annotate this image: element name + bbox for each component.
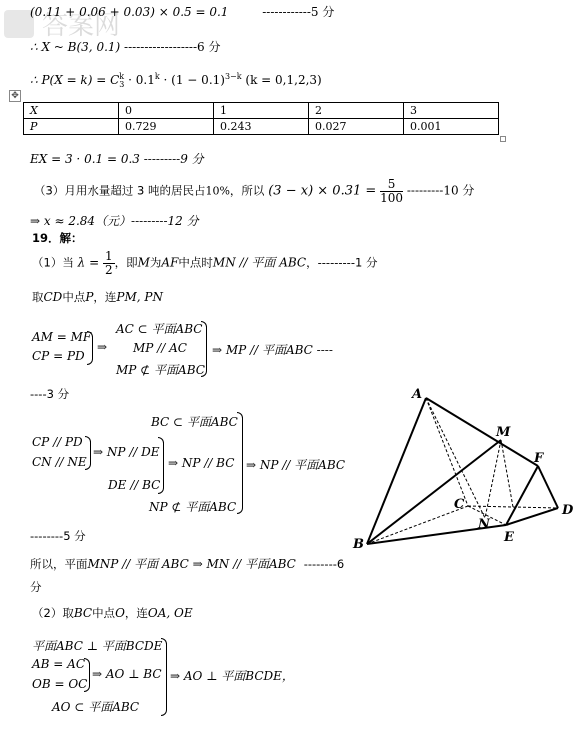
point-o: O [115, 606, 125, 620]
np-parallel-de: ⇒ NP // DE [93, 445, 160, 459]
label-b: B [353, 537, 364, 552]
brace [85, 436, 91, 470]
part3-pct: 10% [205, 184, 230, 198]
segment-bc: BC [73, 606, 93, 620]
eq-de-bc: DE // BC [108, 478, 161, 492]
question-19-heading: 19．解： [32, 231, 83, 245]
table-cell: 1 [214, 103, 309, 119]
eq-mp-ac: MP // AC [133, 341, 187, 355]
eq-cn-ne: CN // NE [32, 455, 87, 469]
label-n: N [478, 517, 490, 532]
ao-perp-plane-result: ⇒ AO ⊥ 平面BCDE， [170, 669, 294, 683]
eq-am-mf: AM = MF [32, 330, 92, 344]
table-cell: 0.027 [309, 119, 404, 135]
take-p-line [32, 289, 163, 305]
pmf-sub: 3 [119, 79, 125, 89]
point-m: M [137, 255, 150, 270]
edge-bc [367, 506, 468, 544]
prob-sum-expr: (0.11 + 0.06 + 0.03) × 0.5 = 0.1 [30, 5, 229, 19]
fraction-den: 100 [380, 190, 403, 205]
fraction-num: 5 [380, 178, 403, 192]
table-cell: 0 [119, 103, 214, 119]
table-cell: X [24, 103, 119, 119]
so-expr: MNP // 平面 ABC ⇒ MN // 平面ABC [87, 557, 296, 571]
pmf-sup: k [119, 71, 125, 81]
line-binomial [30, 38, 220, 55]
lambda-expr: λ = [77, 255, 100, 270]
expectation-line: EX = 3 · 0.1 = 0.3 ---------9 分 [30, 152, 204, 166]
pmf-expr: ∴ P(X = k) = C [30, 73, 120, 87]
svg-text:答案网: 答案网 [42, 11, 121, 41]
table-cell: P [24, 119, 119, 135]
mp-parallel-result: ⇒ MP // 平面ABC ---- [212, 343, 333, 357]
brace [201, 321, 207, 377]
implies-arrow: ⇒ [97, 340, 108, 354]
eq-ob-oc: OB = OC [32, 677, 88, 691]
brace [161, 638, 167, 716]
q19-text: 中点时 [178, 255, 213, 270]
score-5: ------------5 分 [262, 5, 335, 19]
pmf-sup2: k [154, 72, 160, 81]
table-cell: 3 [404, 103, 499, 119]
pmf-rest2: · (1 − 0.1) [159, 73, 225, 87]
label-c: C [454, 497, 465, 512]
line-prob-sum [30, 3, 334, 20]
eq-cp-pd: CP = PD [32, 349, 85, 363]
label-f: F [534, 451, 544, 466]
score-3: ----3 分 [30, 387, 70, 401]
part3-fraction [380, 178, 403, 204]
q19-text: （1）当 [32, 255, 74, 270]
part3-line [34, 178, 474, 204]
eq-ac-in-abc: AC ⊂ 平面ABC [116, 322, 203, 336]
label-e: E [504, 530, 514, 545]
score-6b: --------6 [303, 557, 345, 571]
pyramid-figure [340, 380, 579, 560]
part3-expr: (3 − x) × 0.31 = [268, 183, 377, 199]
brace [158, 437, 164, 494]
score-1: ，---------1 分 [306, 255, 378, 270]
eq-ab-ac: AB = AC [32, 657, 86, 671]
segment-af: AF [161, 255, 179, 270]
table-cell: 2 [309, 103, 404, 119]
x-result-line: ⇒ x ≈ 2.84（元）---------12 分 [30, 214, 199, 228]
edge-ac [426, 398, 468, 506]
distribution-table [23, 102, 499, 135]
q2-text: ，连 [124, 606, 148, 620]
fraction-num: 1 [104, 249, 113, 263]
pmf-tail: (k = 0,1,2,3) [241, 73, 322, 87]
np-parallel-result: ⇒ NP // 平面ABC [246, 458, 346, 472]
lambda-fraction [103, 250, 115, 276]
segments-pm-pn: PM, PN [116, 290, 163, 304]
eq-np-notin-abc: NP ⊄ 平面ABC [149, 500, 237, 514]
ao-perp-bc: ⇒ AO ⊥ BC [92, 667, 162, 681]
q19-part2-line [32, 605, 193, 621]
q19-text: ，即 [114, 255, 138, 270]
score-5b: --------5 分 [30, 529, 86, 543]
take-text: 中点 [62, 290, 86, 304]
mn-parallel: MN // 平面 ABC [212, 255, 307, 270]
q19-part1-line [32, 250, 377, 276]
score-unit: 分 [30, 580, 42, 594]
line-pmf [30, 72, 322, 89]
segments-oa-oe: OA, OE [147, 606, 193, 620]
eq-cp-pd: CP // PD [32, 435, 83, 449]
take-text: 取 [32, 290, 44, 304]
table-move-icon[interactable]: ✥ [9, 90, 21, 102]
table-row [24, 119, 499, 135]
eq-ao-in-abc: AO ⊂ 平面ABC [52, 700, 140, 714]
edge-fd [538, 466, 558, 508]
table-cell: 0.729 [119, 119, 214, 135]
q2-text: （2）取 [32, 606, 74, 620]
fraction-den: 2 [104, 262, 113, 277]
pmf-sup3: 3−k [224, 72, 242, 81]
eq-bc-in-abc: BC ⊂ 平面ABC [151, 415, 238, 429]
binomial-expr: ∴ X ~ B(3, 0.1) [30, 40, 121, 54]
q2-text: 中点 [92, 606, 116, 620]
point-p: P [85, 290, 94, 304]
brace [84, 658, 90, 692]
q19-text: 为 [149, 255, 162, 270]
pmf-rest: · 0.1 [124, 73, 155, 87]
eq-plane-perp: 平面ABC ⊥ 平面BCDE [32, 639, 163, 653]
label-a: A [412, 387, 423, 402]
table-header-row [24, 103, 499, 119]
part3-text2: ，所以 [229, 183, 265, 198]
table-cell: 0.001 [404, 119, 499, 135]
eq-mp-notin-abc: MP ⊄ 平面ABC [116, 363, 205, 377]
score-6: ------------------6 分 [124, 40, 221, 54]
label-d: D [562, 503, 574, 518]
so-line [30, 555, 344, 572]
take-text: ，连 [93, 290, 117, 304]
score-10: ---------10 分 [406, 183, 475, 198]
part3-text: （3）月用水量超过 3 吨的居民占 [34, 183, 206, 198]
segment-cd: CD [43, 290, 63, 304]
table-resize-handle[interactable] [500, 136, 506, 142]
table-cell: 0.243 [214, 119, 309, 135]
np-parallel-bc: ⇒ NP // BC [168, 456, 235, 470]
so-text: 所以，平面 [30, 557, 88, 571]
brace [87, 331, 93, 365]
brace [237, 412, 243, 514]
label-m: M [496, 425, 511, 440]
